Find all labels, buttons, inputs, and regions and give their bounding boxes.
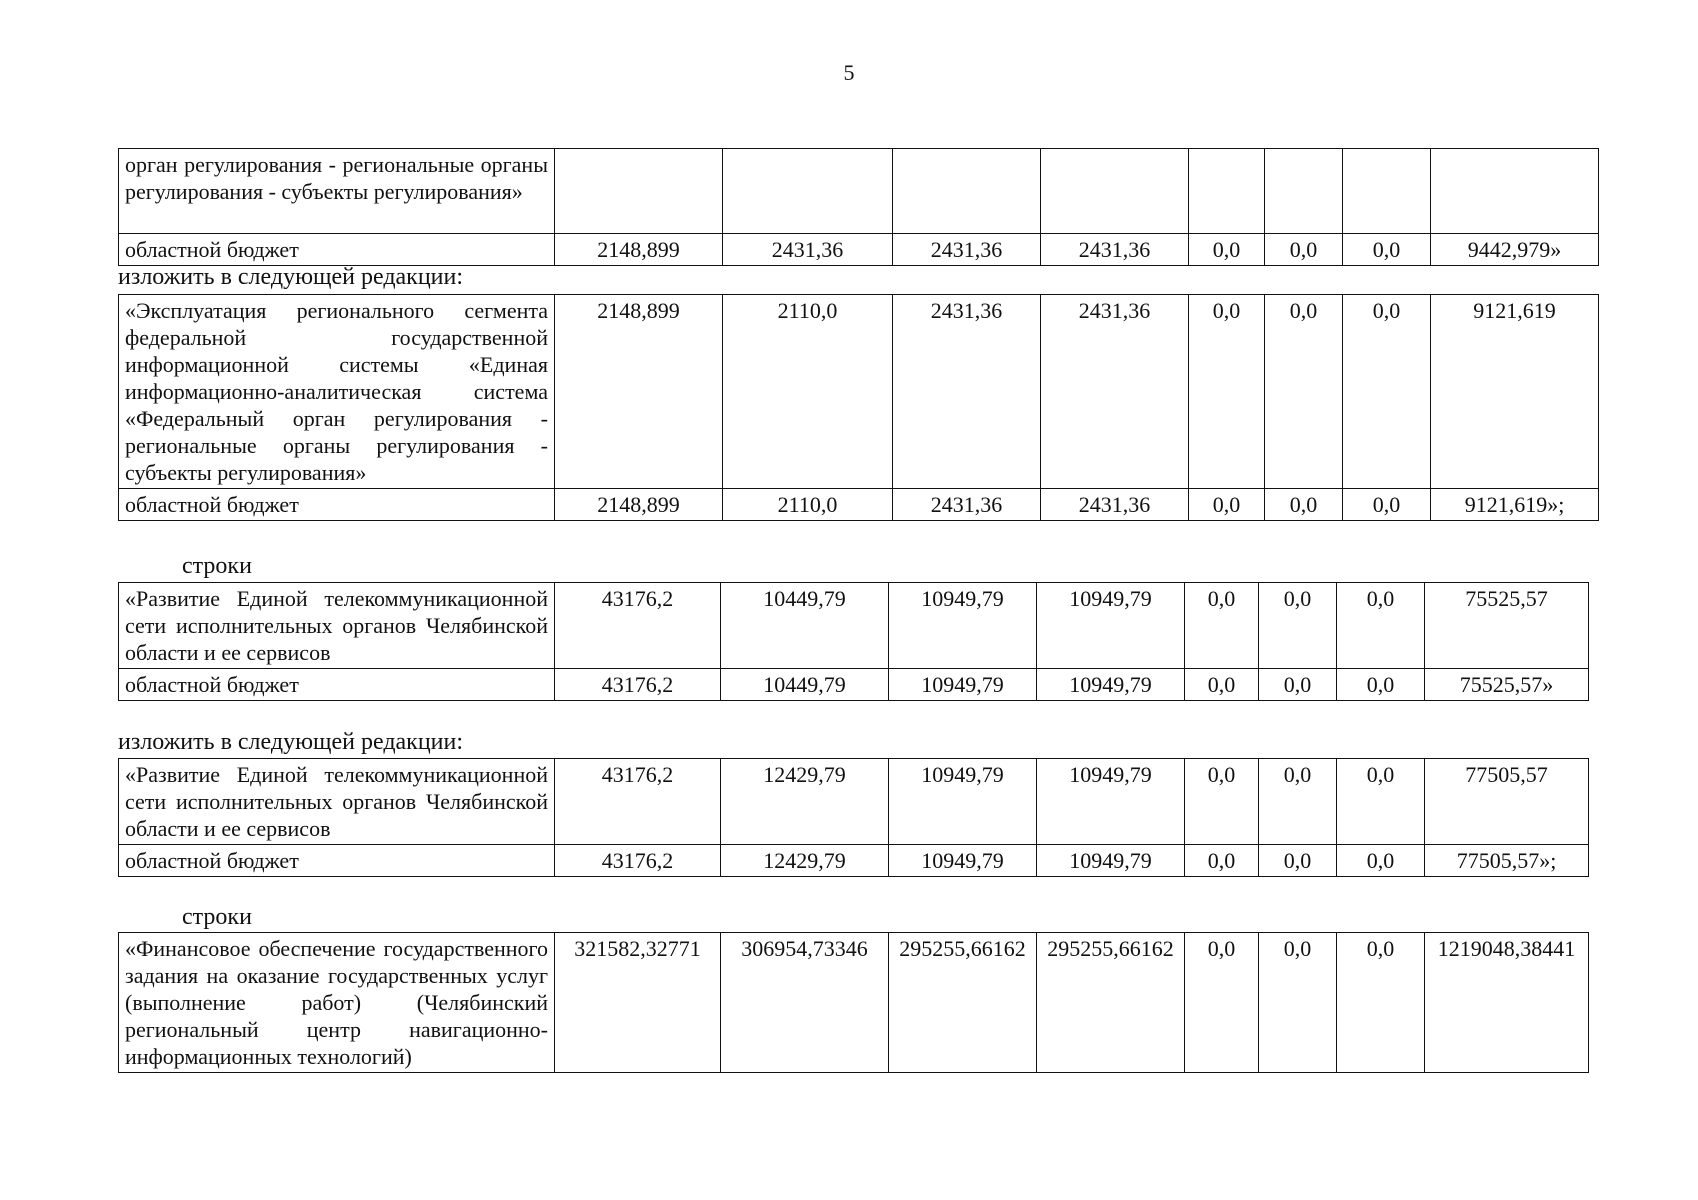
value-cell: 9121,619»;: [1431, 489, 1599, 521]
value-cell: 0,0: [1185, 759, 1259, 845]
row-label: областной бюджет: [119, 669, 555, 701]
value-cell: 2148,899: [555, 489, 723, 521]
budget-table: [118, 148, 1599, 266]
row-label: областной бюджет: [119, 234, 555, 266]
value-cell: [1189, 149, 1265, 234]
table-block-5: [118, 932, 1589, 1073]
row-description: «Эксплуатация регионального сегмента федеральной государственной информационной системы «Единая информационно-аналитическая система «Федеральный орган регулирования - региональные органы регулирования - субъекты регулирования»: [119, 295, 555, 489]
value-cell: 0,0: [1265, 234, 1343, 266]
section-heading: изложить в следующей редакции:: [118, 729, 464, 755]
value-cell: 10449,79: [721, 669, 889, 701]
value-cell: 2431,36: [1041, 234, 1189, 266]
table-row: [119, 489, 1599, 521]
budget-table: [118, 758, 1589, 877]
value-cell: [723, 149, 893, 234]
budget-table: [118, 294, 1599, 521]
value-cell: 0,0: [1189, 295, 1265, 489]
value-cell: 75525,57: [1425, 583, 1589, 669]
value-cell: 2148,899: [555, 295, 723, 489]
value-cell: 2431,36: [893, 234, 1041, 266]
value-cell: [1431, 149, 1599, 234]
value-cell: 0,0: [1185, 583, 1259, 669]
section-heading: строки: [182, 904, 252, 930]
row-label: областной бюджет: [119, 489, 555, 521]
value-cell: 10949,79: [1037, 583, 1185, 669]
value-cell: 0,0: [1343, 489, 1431, 521]
value-cell: 0,0: [1185, 845, 1259, 877]
table-row: [119, 759, 1589, 845]
value-cell: 2110,0: [723, 489, 893, 521]
table-row: [119, 234, 1599, 266]
value-cell: 2110,0: [723, 295, 893, 489]
value-cell: 0,0: [1337, 759, 1425, 845]
value-cell: [1265, 149, 1343, 234]
value-cell: 0,0: [1265, 295, 1343, 489]
table-row: [119, 669, 1589, 701]
row-description: «Финансовое обеспечение государственного задания на оказание государственных услуг (выполнение работ) (Челябинский региональный центр навигационно-информационных технологий): [119, 933, 555, 1073]
value-cell: 2431,36: [893, 295, 1041, 489]
value-cell: 0,0: [1259, 845, 1337, 877]
table-row: [119, 149, 1599, 234]
value-cell: 321582,32771: [555, 933, 721, 1073]
row-description: «Развитие Единой телекоммуникационной сети исполнительных органов Челябинской области и ее сервисов: [119, 759, 555, 845]
value-cell: 10949,79: [889, 669, 1037, 701]
value-cell: 2148,899: [555, 234, 723, 266]
value-cell: 10949,79: [1037, 845, 1185, 877]
value-cell: 9442,979»: [1431, 234, 1599, 266]
value-cell: 43176,2: [555, 583, 721, 669]
value-cell: 10949,79: [1037, 669, 1185, 701]
value-cell: 2431,36: [1041, 295, 1189, 489]
section-heading: изложить в следующей редакции:: [118, 264, 464, 290]
value-cell: 0,0: [1189, 234, 1265, 266]
value-cell: 10449,79: [721, 583, 889, 669]
value-cell: 295255,66162: [889, 933, 1037, 1073]
value-cell: 0,0: [1259, 583, 1337, 669]
table-block-2: [118, 294, 1599, 521]
value-cell: 0,0: [1185, 933, 1259, 1073]
value-cell: 10949,79: [889, 759, 1037, 845]
budget-table: [118, 932, 1589, 1073]
value-cell: 43176,2: [555, 845, 721, 877]
value-cell: 77505,57»;: [1425, 845, 1589, 877]
value-cell: 43176,2: [555, 669, 721, 701]
value-cell: 10949,79: [1037, 759, 1185, 845]
page-number: 5: [843, 60, 855, 85]
value-cell: 2431,36: [723, 234, 893, 266]
value-cell: [1041, 149, 1189, 234]
value-cell: 2431,36: [893, 489, 1041, 521]
value-cell: 0,0: [1337, 933, 1425, 1073]
value-cell: [555, 149, 723, 234]
row-description: «Развитие Единой телекоммуникационной сети исполнительных органов Челябинской области и ее сервисов: [119, 583, 555, 669]
table-row: [119, 295, 1599, 489]
value-cell: 0,0: [1337, 845, 1425, 877]
value-cell: 75525,57»: [1425, 669, 1589, 701]
value-cell: 0,0: [1337, 669, 1425, 701]
value-cell: [1343, 149, 1431, 234]
value-cell: 43176,2: [555, 759, 721, 845]
value-cell: [893, 149, 1041, 234]
value-cell: 10949,79: [889, 583, 1037, 669]
value-cell: 12429,79: [721, 845, 889, 877]
table-block-4: [118, 758, 1589, 877]
table-block-1: [118, 148, 1599, 266]
value-cell: 1219048,38441: [1425, 933, 1589, 1073]
row-label: областной бюджет: [119, 845, 555, 877]
value-cell: 0,0: [1265, 489, 1343, 521]
value-cell: 12429,79: [721, 759, 889, 845]
table-row: [119, 845, 1589, 877]
budget-table: [118, 582, 1589, 701]
value-cell: 306954,73346: [721, 933, 889, 1073]
value-cell: 9121,619: [1431, 295, 1599, 489]
value-cell: 0,0: [1259, 759, 1337, 845]
section-heading: строки: [182, 553, 252, 579]
value-cell: 0,0: [1189, 489, 1265, 521]
row-description: орган регулирования - региональные органы регулирования - субъекты регулирования»: [119, 149, 555, 234]
value-cell: 10949,79: [889, 845, 1037, 877]
value-cell: 0,0: [1343, 234, 1431, 266]
value-cell: 0,0: [1337, 583, 1425, 669]
table-block-3: [118, 582, 1589, 701]
value-cell: 77505,57: [1425, 759, 1589, 845]
value-cell: 0,0: [1259, 669, 1337, 701]
table-row: [119, 933, 1589, 1073]
value-cell: 0,0: [1259, 933, 1337, 1073]
value-cell: 2431,36: [1041, 489, 1189, 521]
table-row: [119, 583, 1589, 669]
value-cell: 295255,66162: [1037, 933, 1185, 1073]
value-cell: 0,0: [1185, 669, 1259, 701]
value-cell: 0,0: [1343, 295, 1431, 489]
